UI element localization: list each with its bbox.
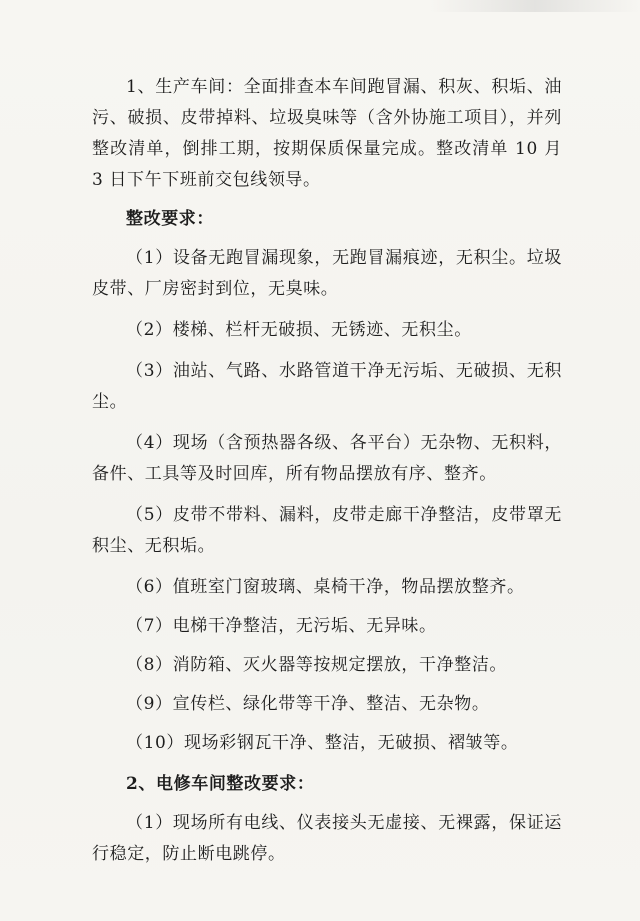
section2-item-1: （1）现场所有电线、仪表接头无虚接、无裸露，保证运行稳定，防止断电跳停。	[92, 813, 562, 864]
requirement-item-9: （9）宣传栏、绿化带等干净、整洁、无杂物。	[126, 694, 490, 714]
requirement-item-10: （10）现场彩钢瓦干净、整洁，无破损、褶皱等。	[126, 733, 519, 753]
scan-edge-shadow	[430, 0, 640, 12]
section2-heading: 2、电修车间整改要求：	[126, 774, 315, 794]
requirement-item-6: （6）值班室门窗玻璃、桌椅干净，物品摆放整齐。	[126, 577, 525, 597]
document-body	[92, 72, 562, 870]
requirement-item-7: （7）电梯干净整洁，无污垢、无异味。	[126, 616, 437, 636]
requirement-item-4: （4）现场（含预热器各级、各平台）无杂物、无积料，备件、工具等及时回库，所有物品摆放有序、整齐。	[92, 433, 562, 484]
requirement-item-2: （2）楼梯、栏杆无破损、无锈迹、无积尘。	[126, 320, 472, 340]
section1-intro: 1、生产车间：全面排查本车间跑冒漏、积灰、积垢、油污、破损、皮带掉料、垃圾臭味等（含外协施工项目），并列整改清单，倒排工期，按期保质保量完成。整改清单 10 月 3 日下午下班前交包线领导。	[92, 77, 562, 190]
requirement-item-1: （1）设备无跑冒漏现象，无跑冒漏痕迹，无积尘。垃圾皮带、厂房密封到位，无臭味。	[92, 248, 562, 299]
requirement-item-3: （3）油站、气路、水路管道干净无污垢、无破损、无积尘。	[92, 361, 562, 412]
requirement-item-5: （5）皮带不带料、漏料，皮带走廊干净整洁，皮带罩无积尘、无积垢。	[92, 505, 562, 556]
section1-requirements-heading: 整改要求：	[126, 209, 214, 229]
requirement-item-8: （8）消防箱、灭火器等按规定摆放，干净整洁。	[126, 655, 508, 675]
